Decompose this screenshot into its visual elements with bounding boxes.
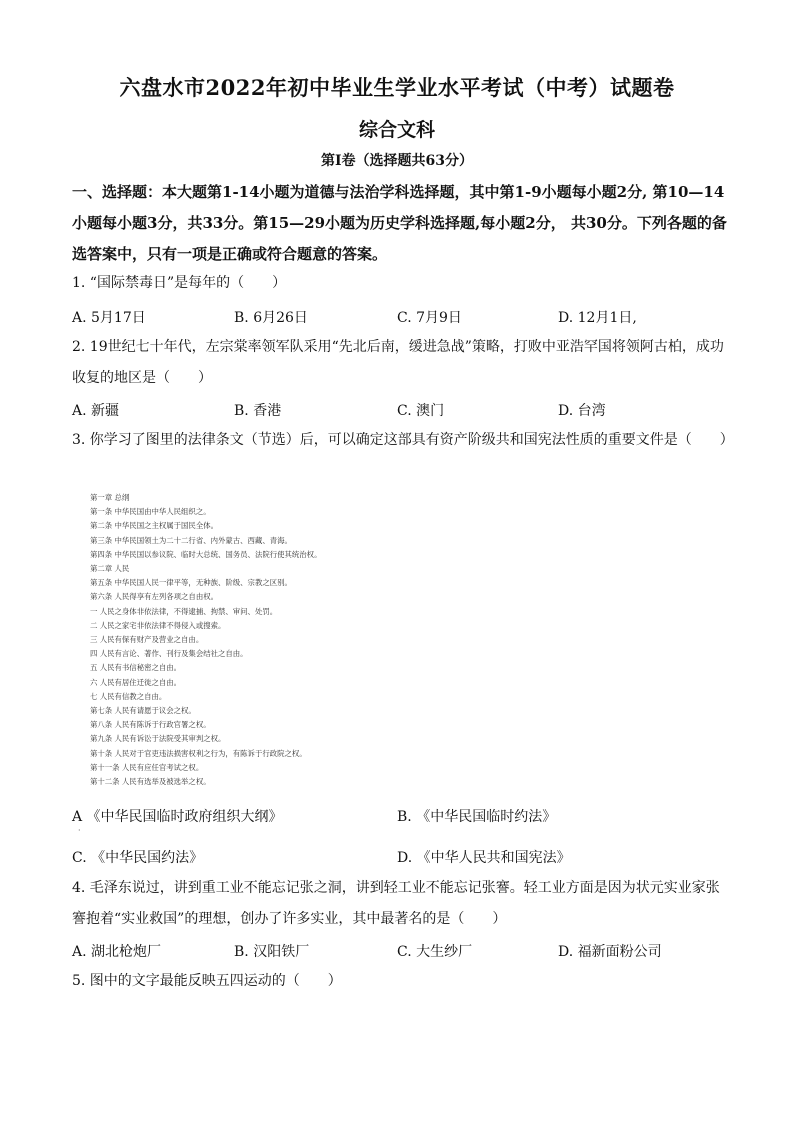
q4-option-b: B. 汉阳铁厂 [234, 944, 310, 960]
law-line: 第四条 中华民国以参议院、临时大总统、国务员、法院行使其统治权。 [90, 549, 322, 559]
law-line: 五 人民有书信秘密之自由。 [90, 663, 182, 673]
question-5-stem: 5. 图中的文字最能反映五四运动的（ ） [72, 973, 342, 989]
q1-option-a: A. 5月17日 [72, 310, 146, 326]
q1-option-c: C. 7月9日 [397, 310, 462, 326]
q3-option-d: D. 《中华人民共和国宪法》 [397, 850, 571, 866]
q2-option-b: B. 香港 [234, 403, 282, 419]
q2-option-d: D. 台湾 [558, 403, 606, 419]
question-3-stem: 3. 你学习了图里的法律条文（节选）后，可以确定这部具有资产阶级共和国宪法性质的重要文件是（ ） [72, 432, 734, 448]
law-line: 第十二条 人民有选举及被选举之权。 [90, 777, 211, 787]
q4-option-d: D. 福新面粉公司 [558, 944, 662, 960]
q2-option-a: A. 新疆 [72, 403, 120, 419]
instructions: 一、选择题：本大题第1-14小题为道德与法治学科选择题，其中第1-9小题每小题2分, 第10—14小题每小题3分，共33分。第15—29小题为历史学科选择题,每小题2分， 共30分。下列各题的备选答案中，只有一项是正确或符合题意的答案。 [72, 183, 727, 263]
q3-option-a: A 《中华民国临时政府组织大纲》 [72, 809, 283, 825]
law-line: 第一章 总纲 [90, 493, 130, 502]
exam-title: 六盘水市2022年初中毕业生学业水平考试（中考）试题卷 [119, 75, 675, 100]
law-line: 三 人民有保有财产及营业之自由。 [90, 635, 204, 645]
q1-option-d: D. 12月1日, [558, 310, 637, 326]
law-line: 第九条 人民有诉讼于法院受其审判之权。 [90, 734, 226, 744]
law-line: 第八条 人民有陈诉于行政官署之权。 [90, 720, 211, 730]
law-line: 二 人民之家宅非依法律不得侵入或搜索。 [90, 620, 226, 630]
law-line: 第十条 人民对于官吏违法损害权利之行为，有陈诉于行政院之权。 [90, 748, 307, 758]
law-line: 第二条 中华民国之主权属于国民全体。 [90, 521, 218, 531]
q4-option-a: A. 湖北枪炮厂 [72, 944, 162, 960]
exam-subtitle: 综合文科 [358, 119, 435, 141]
law-line: 一 人民之身体非依法律，不得逮捕、拘禁、审问、处罚。 [90, 606, 278, 616]
law-line: 第五条 中华民国人民一律平等，无种族、阶级、宗教之区别。 [90, 578, 292, 588]
law-line: 四 人民有言论、著作、刊行及集会结社之自由。 [90, 649, 248, 659]
law-line: 第三条 中华民国领土为二十二行省、内外蒙古、西藏、青海。 [90, 535, 292, 545]
law-line: 第十一条 人民有应任官考试之权。 [90, 762, 204, 772]
q3-option-c: C. 《中华民国约法》 [72, 850, 204, 866]
law-line: 第六条 人民得享有左列各项之自由权。 [90, 592, 218, 602]
law-line: 七 人民有信教之自由。 [90, 691, 167, 701]
question-1-stem: 1. “国际禁毒日”是每年的（ ） [72, 275, 287, 291]
q4-option-c: C. 大生纱厂 [397, 944, 473, 960]
section-heading: 第Ⅰ卷（选择题共63分） [320, 153, 474, 169]
law-line: 第七条 人民有请愿于议会之权。 [90, 706, 196, 716]
law-line: 第二章 人民 [90, 564, 130, 574]
law-line: 六 人民有居住迁徙之自由。 [90, 677, 182, 687]
question-2-stem: 2. 19世纪七十年代，左宗棠率领军队采用“先北后南，缓进急战”策略，打败中亚浩罕国将领阿古柏，成功收复的地区是（ ） [72, 339, 724, 386]
q3-option-b: B. 《中华民国临时约法》 [397, 809, 557, 825]
question-4-stem: 4. 毛泽东说过，讲到重工业不能忘记张之洞，讲到轻工业不能忘记张謇。轻工业方面是因为状元实业家张謇抱着“实业救国”的理想，创办了许多实业，其中最著名的是（ ） [72, 880, 720, 927]
stray-mark: · [78, 826, 81, 835]
q2-option-c: C. 澳门 [397, 403, 445, 419]
law-line: 第一条 中华民国由中华人民组织之。 [90, 507, 211, 517]
q1-option-b: B. 6月26日 [234, 310, 308, 326]
law-excerpt-figure [90, 491, 410, 789]
